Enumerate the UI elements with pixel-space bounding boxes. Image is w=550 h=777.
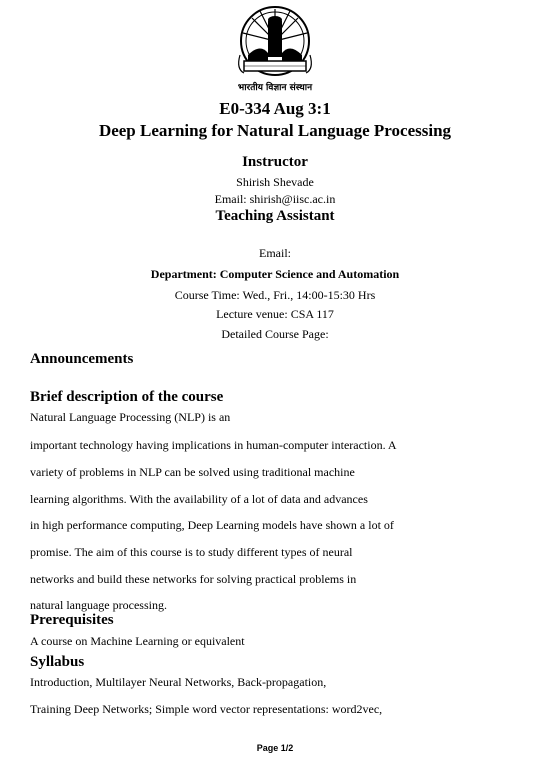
course-code: E0-334 Aug 3:1 <box>219 99 331 118</box>
course-title: Deep Learning for Natural Language Processing <box>98 121 452 140</box>
instructor-heading: Instructor <box>242 154 308 170</box>
brief-line: promise. The aim of this course is to study different types of neural <box>30 545 353 559</box>
ta-heading: Teaching Assistant <box>215 208 335 224</box>
brief-line: important technology having implications in human-computer interaction. A <box>30 438 397 452</box>
brief-line: natural language processing. <box>30 598 167 612</box>
instructor-name: Shirish Shevade <box>236 175 314 189</box>
page-number: Page 1/2 <box>256 743 294 753</box>
syllabus-line: Training Deep Networks; Simple word vector representations: word2vec, <box>30 702 383 716</box>
brief-line: learning algorithms. With the availability of a lot of data and advances <box>30 492 368 506</box>
logo-caption: भारतीय विज्ञान संस्थान <box>237 83 313 93</box>
announcements-heading: Announcements <box>30 351 134 367</box>
prerequisites-heading: Prerequisites <box>30 612 114 628</box>
brief-line: Natural Language Processing (NLP) is an <box>30 410 231 424</box>
brief-line: in high performance computing, Deep Learning models have shown a lot of <box>30 518 394 532</box>
syllabus-line: Introduction, Multilayer Neural Networks, Back-propagation, <box>30 675 327 689</box>
ta-email: Email: <box>259 246 291 260</box>
syllabus-heading: Syllabus <box>30 654 85 670</box>
course-time: Course Time: Wed., Fri., 14:00-15:30 Hrs <box>174 288 376 302</box>
detailed-course-page: Detailed Course Page: <box>221 327 329 341</box>
prerequisites-text: A course on Machine Learning or equivalent <box>30 634 245 648</box>
department: Department: Computer Science and Automation <box>150 267 400 281</box>
instructor-email[interactable]: Email: shirish@iisc.ac.in <box>214 192 336 206</box>
lecture-venue: Lecture venue: CSA 117 <box>216 307 334 321</box>
brief-line: networks and build these networks for solving practical problems in <box>30 572 357 586</box>
brief-description-heading: Brief description of the course <box>30 389 224 405</box>
brief-line: variety of problems in NLP can be solved using traditional machine <box>30 465 355 479</box>
